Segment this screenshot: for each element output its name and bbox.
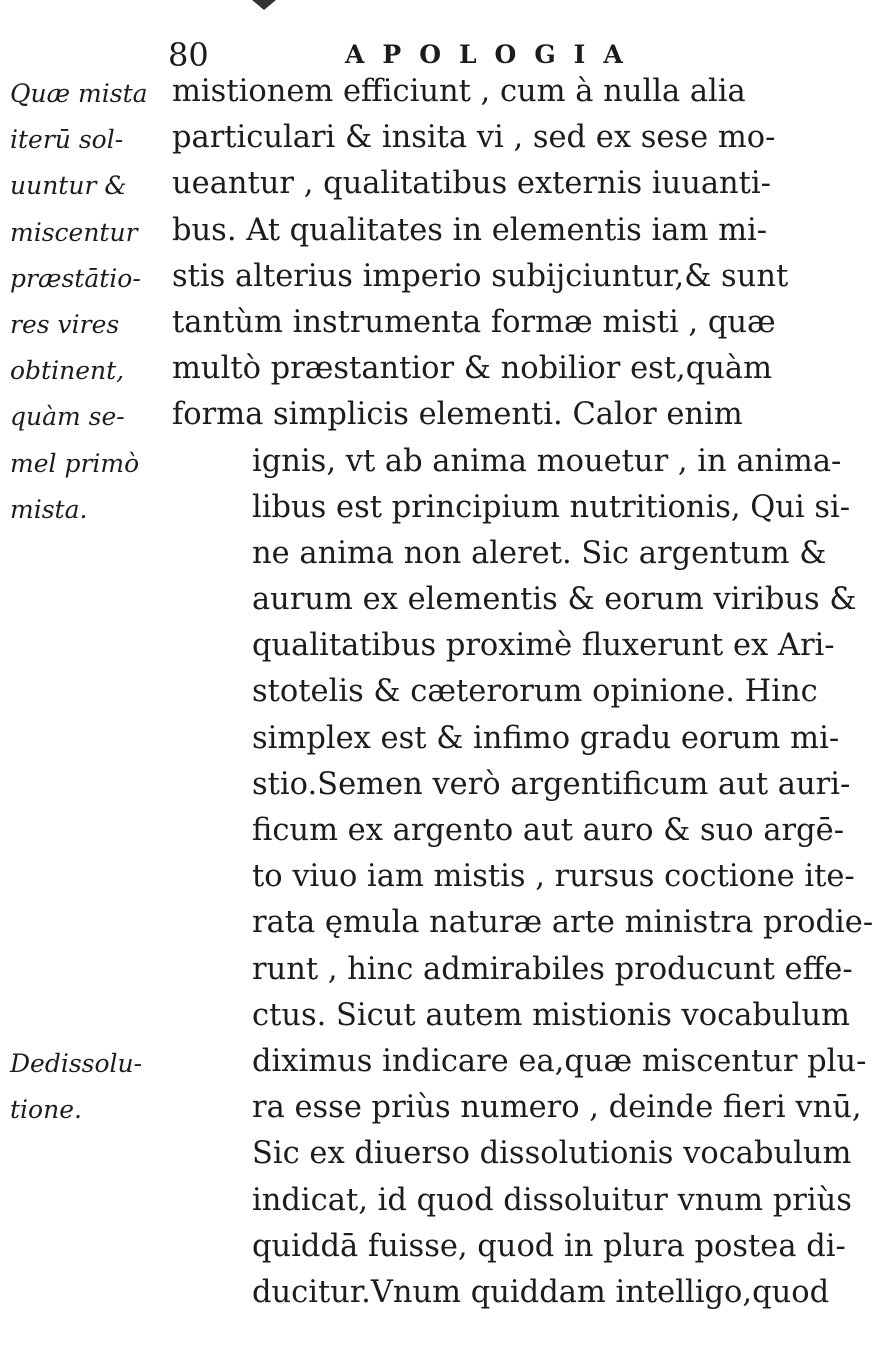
margin-note: tione. [10, 1095, 82, 1124]
text-line: Sic ex diuerso dissolutionis vocabulum [252, 1136, 852, 1171]
text-line: stio.Semen verò argentificum aut auri- [252, 767, 851, 802]
text-line: ra esse priùs numero , deinde fieri vnū, [252, 1090, 862, 1125]
margin-note: obtinent, [10, 356, 125, 385]
margin-note: præstātio- [10, 264, 141, 293]
text-line: tantùm instrumenta formæ misti , quæ [172, 305, 776, 340]
text-line: qualitatibus proximè fluxerunt ex Ari- [252, 628, 835, 663]
text-line: ueantur , qualitatibus externis iuuanti- [172, 166, 771, 201]
margin-note: quàm se- [10, 402, 125, 431]
text-line: bus. At qualitates in elementis iam mi- [172, 213, 768, 248]
margin-note: Quæ mista [10, 79, 148, 108]
text-line: rata ęmula naturæ arte ministra prodie- [252, 905, 873, 940]
text-line: ficum ex argento aut auro & suo argē- [252, 813, 845, 848]
text-line: ne anima non aleret. Sic argentum & [252, 536, 827, 571]
text-line: particulari & insita vi , sed ex sese mo- [172, 120, 776, 155]
text-line: ctus. Sicut autem mistionis vocabulum [252, 998, 850, 1033]
page-number: 80 [168, 36, 209, 74]
text-line: ducitur.Vnum quiddam intelligo,quod [252, 1275, 830, 1310]
text-line: to viuo iam mistis , rursus coctione ite- [252, 859, 855, 894]
text-line: aurum ex elementis & eorum viribus & [252, 582, 857, 617]
margin-note: iterū sol- [10, 125, 124, 154]
text-line: multò præstantior & nobilior est,quàm [172, 351, 772, 386]
text-line: forma simplicis elementi. Calor enim [172, 397, 743, 432]
margin-note: uuntur & [10, 171, 127, 200]
text-line: diximus indicare ea,quæ miscentur plu- [252, 1044, 867, 1079]
text-line: indicat, id quod dissoluitur vnum priùs [252, 1183, 852, 1218]
margin-note: miscentur [10, 218, 138, 247]
catchword-mark [252, 0, 276, 10]
running-title: APOLOGIA [345, 40, 641, 69]
text-line: mistionem efficiunt , cum à nulla alia [172, 74, 746, 109]
text-line: stotelis & cæterorum opinione. Hinc [252, 674, 818, 709]
margin-note: mista. [10, 495, 88, 524]
margin-note: mel primò [10, 449, 140, 478]
text-line: simplex est & infimo gradu eorum mi- [252, 721, 840, 756]
text-line: ignis, vt ab anima mouetur , in anima- [252, 444, 842, 479]
margin-note: res vires [10, 310, 120, 339]
margin-note: Dedissolu- [10, 1049, 143, 1078]
text-line: runt , hinc admirabiles producunt effe- [252, 952, 853, 987]
text-line: libus est principium nutritionis, Qui si- [252, 490, 851, 525]
text-line: quiddā fuisse, quod in plura postea di- [252, 1229, 846, 1264]
page-header [0, 30, 800, 74]
text-line: stis alterius imperio subijciuntur,& sunt [172, 259, 789, 294]
